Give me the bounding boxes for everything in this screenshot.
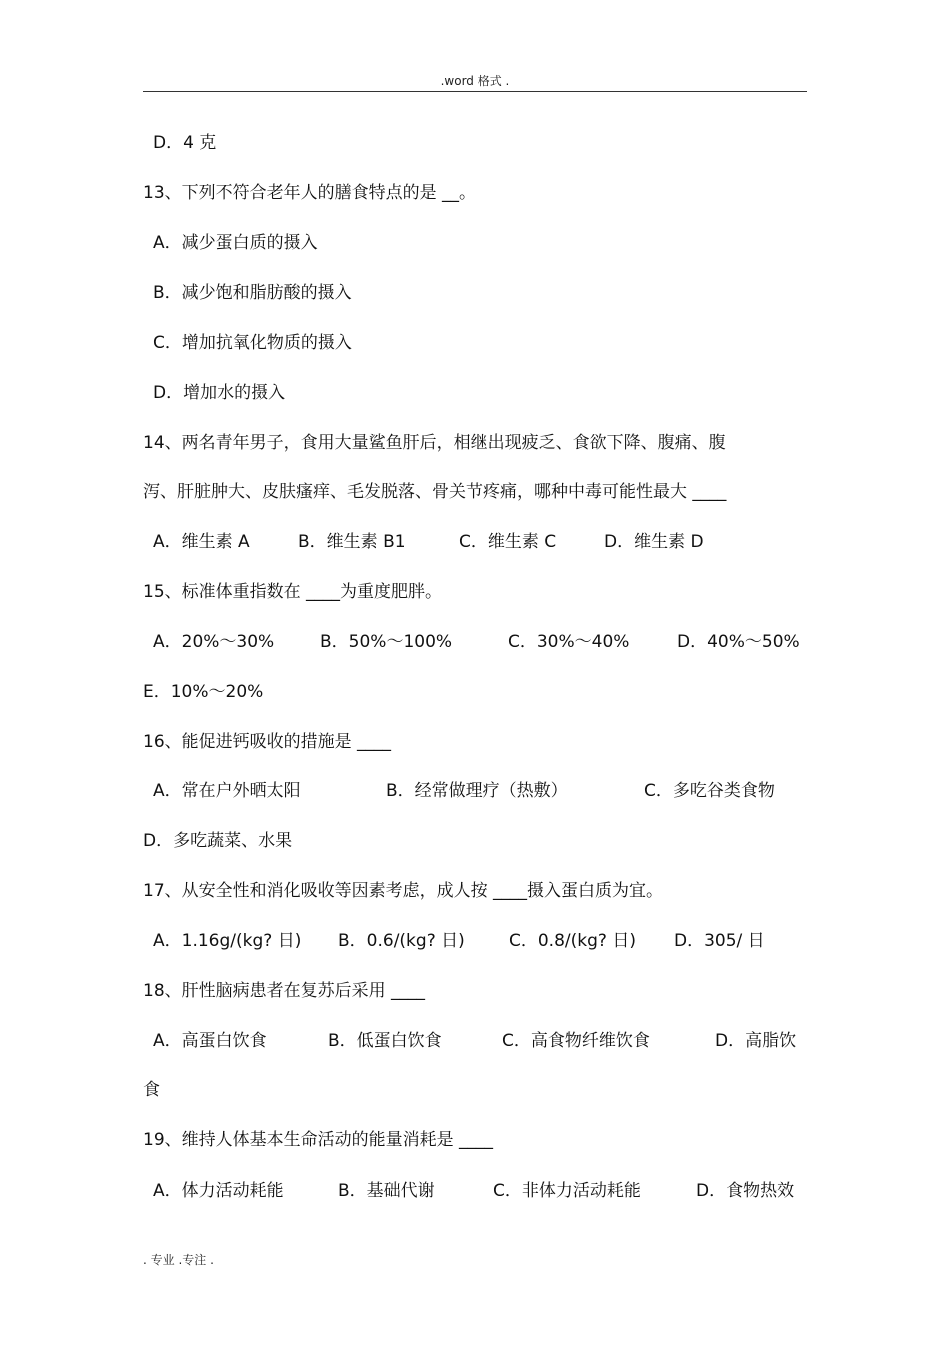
option-line: [0, 229, 950, 257]
option-text: A．减少蛋白质的摄入: [153, 233, 318, 253]
option-line: [0, 129, 950, 157]
option-text: A．体力活动耗能: [153, 1181, 284, 1201]
option-text: A．常在户外晒太阳: [153, 781, 301, 801]
question-text: 14、两名青年男子，食用大量鲨鱼肝后，相继出现疲乏、食欲下降、腹痛、腹: [143, 433, 726, 453]
option-line: [0, 379, 950, 407]
option-text: D．食物热效: [696, 1181, 795, 1201]
option-line: [0, 628, 950, 656]
option-text: C．非体力活动耗能: [493, 1181, 641, 1201]
question-text: 15、标准体重指数在 ____为重度肥胖。: [143, 582, 443, 602]
question-text: 13、下列不符合老年人的膳食特点的是 __。: [143, 183, 477, 203]
option-line: [0, 528, 950, 556]
option-line: [0, 1177, 950, 1205]
option-line: [0, 678, 950, 706]
question-text: 17、从安全性和消化吸收等因素考虑，成人按 ____摄入蛋白质为宜。: [143, 881, 664, 901]
option-text: D．305/ 日: [674, 931, 765, 951]
question-line: [0, 728, 950, 756]
option-line: [0, 1076, 950, 1104]
question-text: 18、肝性脑病患者在复苏后采用 ____: [143, 981, 426, 1001]
question-line: [0, 578, 950, 606]
question-line: [0, 977, 950, 1005]
option-text: 食: [143, 1080, 160, 1100]
option-text: D．增加水的摄入: [153, 383, 286, 403]
option-text: B．50%～100%: [320, 632, 453, 652]
question-line: [0, 478, 950, 506]
question-text: 16、能促进钙吸收的措施是 ____: [143, 732, 392, 752]
option-text: C．30%～40%: [508, 632, 630, 652]
option-text: D．40%～50%: [677, 632, 800, 652]
option-text: A．维生素 A: [153, 532, 250, 552]
question-text: 泻、肝脏肿大、皮肤瘙痒、毛发脱落、骨关节疼痛，哪种中毒可能性最大 ____: [143, 482, 727, 502]
question-line: [0, 429, 950, 457]
option-text: D．维生素 D: [604, 532, 704, 552]
question-line: [0, 1126, 950, 1154]
page-header: .word 格式 .: [440, 74, 510, 88]
option-line: [0, 279, 950, 307]
option-line: [0, 329, 950, 357]
header-divider: [143, 91, 807, 92]
option-text: B．经常做理疗（热敷）: [386, 781, 568, 801]
question-line: [0, 179, 950, 207]
option-line: [0, 1027, 950, 1055]
option-text: B．减少饱和脂肪酸的摄入: [153, 283, 352, 303]
option-text: B．维生素 B1: [298, 532, 406, 552]
option-line: [0, 777, 950, 805]
page-footer: . 专业 .专注 .: [143, 1253, 214, 1267]
option-text: D．高脂饮: [715, 1031, 797, 1051]
option-text: A．高蛋白饮食: [153, 1031, 267, 1051]
option-text: E．10%～20%: [143, 682, 264, 702]
option-text: C．高食物纤维饮食: [502, 1031, 650, 1051]
option-text: B．低蛋白饮食: [328, 1031, 442, 1051]
question-line: [0, 877, 950, 905]
option-text: A．1.16g/(kg? 日): [153, 931, 302, 951]
option-text: C．增加抗氧化物质的摄入: [153, 333, 352, 353]
option-text: C．多吃谷类食物: [644, 781, 775, 801]
option-text: B．基础代谢: [338, 1181, 435, 1201]
option-line: [0, 827, 950, 855]
option-text: B．0.6/(kg? 日): [338, 931, 465, 951]
option-text: C．0.8/(kg? 日): [509, 931, 636, 951]
option-text: D．4 克: [153, 133, 217, 153]
question-text: 19、维持人体基本生命活动的能量消耗是 ____: [143, 1130, 494, 1150]
option-text: C．维生素 C: [459, 532, 557, 552]
option-text: A．20%～30%: [153, 632, 275, 652]
option-text: D．多吃蔬菜、水果: [143, 831, 293, 851]
option-line: [0, 927, 950, 955]
